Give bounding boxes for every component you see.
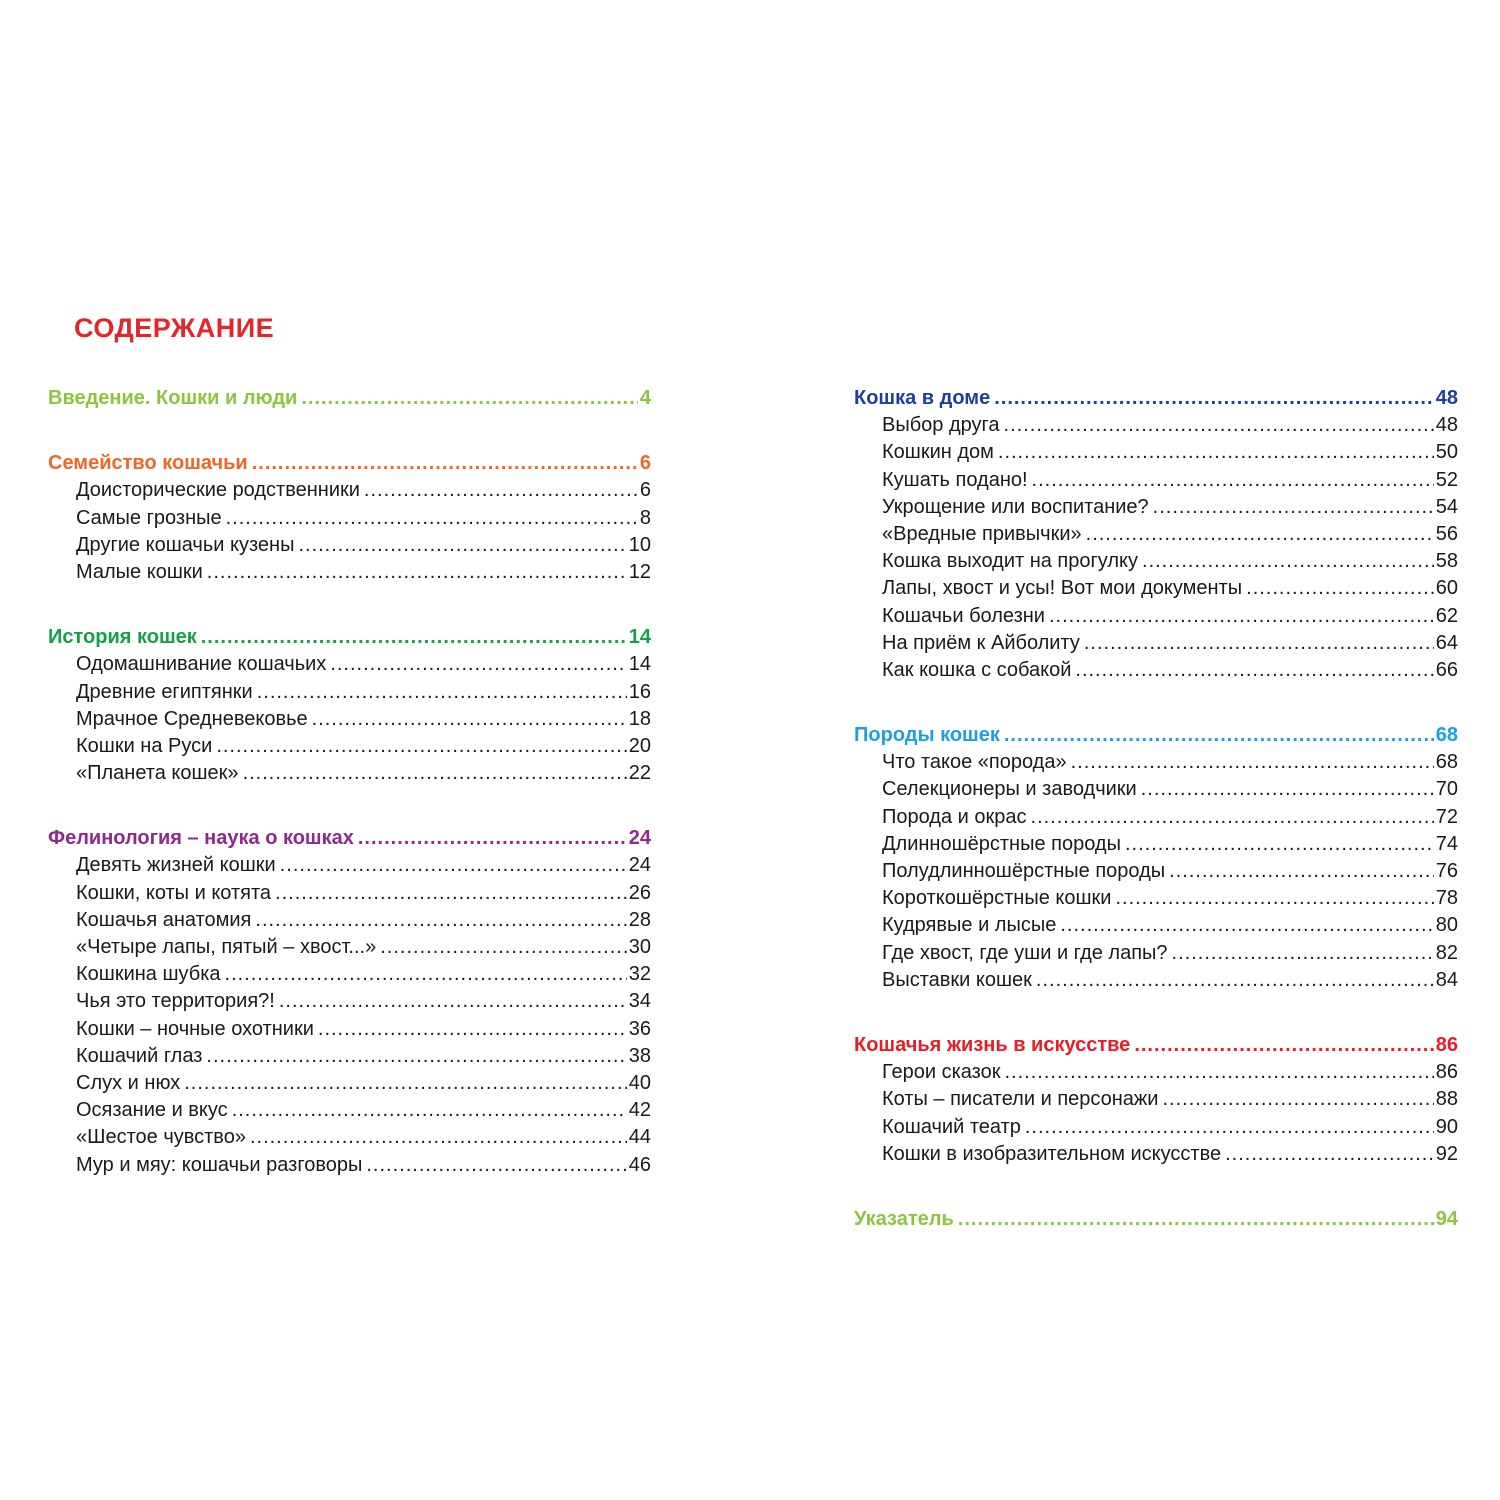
- page-number: 52: [1435, 468, 1458, 491]
- page-number: 6: [639, 452, 651, 475]
- page-number: 90: [1435, 1115, 1458, 1138]
- page-number: 70: [1435, 778, 1458, 801]
- dot-leader: [1031, 804, 1434, 831]
- toc-section: [854, 1032, 1458, 1168]
- page-number: 42: [628, 1099, 651, 1122]
- entry-title: Древние египтянки: [76, 680, 253, 703]
- dot-leader: [1115, 885, 1433, 912]
- dot-leader: [255, 907, 626, 934]
- section-title: Введение. Кошки и люди: [48, 387, 298, 409]
- entry-title: Доисторические родственники: [76, 479, 360, 502]
- page-number: 12: [628, 560, 651, 583]
- toc-entry: [854, 1114, 1458, 1141]
- page-number: 72: [1435, 805, 1458, 828]
- toc-section: [48, 624, 651, 787]
- entry-title: Кушать подано!: [882, 468, 1028, 491]
- dot-leader: [1075, 657, 1433, 684]
- entry-title: «Вредные привычки»: [882, 522, 1082, 545]
- dot-leader: [1005, 1059, 1434, 1086]
- toc-section: [48, 385, 651, 412]
- toc-entry: [854, 776, 1458, 803]
- page-number: 48: [1435, 387, 1458, 409]
- toc-entry: [854, 804, 1458, 831]
- toc-entry: [854, 630, 1458, 657]
- toc-entry: [48, 1016, 651, 1043]
- entry-title: Кошки в изобразительном искусстве: [882, 1142, 1222, 1165]
- page-number: 40: [628, 1071, 651, 1094]
- page-number: 24: [628, 827, 651, 850]
- entry-title: На приём к Айболиту: [882, 631, 1080, 654]
- toc-section-heading: [48, 450, 651, 477]
- page-number: 68: [1435, 751, 1458, 774]
- entry-title: Кошачий театр: [882, 1115, 1021, 1138]
- entry-title: Полудлинношёрстные породы: [882, 860, 1166, 882]
- page-number: 64: [1435, 631, 1458, 654]
- toc-entry: [854, 749, 1458, 776]
- section-title: История кошек: [48, 626, 197, 649]
- toc-entry: [48, 934, 651, 961]
- page-number: 60: [1435, 577, 1458, 600]
- page-number: 92: [1435, 1142, 1458, 1165]
- section-title: Кошачья жизнь в искусстве: [854, 1033, 1131, 1056]
- dot-leader: [232, 1097, 627, 1124]
- toc-entry: [854, 967, 1458, 994]
- entry-title: Лапы, хвост и усы! Вот мои документы: [882, 577, 1243, 600]
- toc-entry: [854, 1086, 1458, 1113]
- dot-leader: [280, 852, 627, 879]
- toc-section: [854, 722, 1458, 994]
- page-number: 24: [628, 854, 651, 877]
- page-number: 86: [1435, 1061, 1458, 1084]
- entry-title: Коты – писатели и персонажи: [882, 1088, 1159, 1111]
- section-title: Породы кошек: [854, 724, 1000, 747]
- dot-leader: [206, 1043, 626, 1070]
- toc-entry: [48, 988, 651, 1015]
- dot-leader: [1004, 412, 1434, 439]
- dot-leader: [312, 706, 627, 733]
- entry-title: «Шестое чувство»: [76, 1126, 246, 1149]
- page-number: 82: [1435, 941, 1458, 964]
- dot-leader: [1246, 575, 1434, 602]
- page-number: 8: [639, 506, 651, 529]
- page-number: 86: [1435, 1033, 1458, 1056]
- entry-title: Кошки, коты и котята: [76, 881, 272, 904]
- entry-title: Кошкина шубка: [76, 963, 221, 986]
- entry-title: Что такое «порода»: [882, 751, 1067, 774]
- toc-section: [48, 825, 651, 1178]
- dot-leader: [279, 988, 627, 1015]
- page-number: 16: [628, 680, 651, 703]
- dot-leader: [1036, 967, 1434, 994]
- toc-entry: [854, 912, 1458, 939]
- dot-leader: [201, 624, 627, 651]
- dot-leader: [275, 880, 627, 907]
- dot-leader: [1086, 521, 1434, 548]
- toc-entry: [854, 1059, 1458, 1086]
- page-number: 46: [628, 1153, 651, 1176]
- entry-title: Кошачий глаз: [76, 1044, 203, 1067]
- toc-entry: [854, 494, 1458, 521]
- page-number: 22: [628, 762, 651, 785]
- dot-leader: [216, 733, 626, 760]
- toc-entry: [48, 907, 651, 934]
- section-title: Фелинология – наука о кошках: [48, 827, 354, 850]
- dot-leader: [257, 679, 627, 706]
- dot-leader: [1025, 1114, 1434, 1141]
- toc-entry: [48, 532, 651, 559]
- dot-leader: [252, 450, 638, 477]
- page-number: 32: [628, 963, 651, 986]
- dot-leader: [1049, 603, 1434, 630]
- entry-title: Длинношёрстные породы: [882, 832, 1121, 855]
- entry-title: Выбор друга: [882, 414, 1000, 437]
- dot-leader: [1142, 548, 1434, 575]
- toc-entry: [48, 852, 651, 879]
- page-number: 76: [1435, 860, 1458, 882]
- dot-leader: [364, 477, 638, 504]
- entry-title: Кошачья анатомия: [76, 908, 252, 931]
- toc-section-heading: [48, 825, 651, 852]
- toc-entry: [48, 1070, 651, 1097]
- entry-title: Самые грозные: [76, 506, 222, 529]
- section-title: Указатель: [854, 1207, 954, 1230]
- page-number: 50: [1435, 441, 1458, 464]
- toc-entry: [48, 505, 651, 532]
- section-title: Кошка в доме: [854, 387, 991, 409]
- page-number: 34: [628, 990, 651, 1013]
- page-number: 44: [628, 1126, 651, 1149]
- entry-title: Осязание и вкус: [76, 1099, 228, 1122]
- toc-entry: [854, 831, 1458, 858]
- toc-entry: [854, 885, 1458, 912]
- page-title: СОДЕРЖАНИЕ: [74, 313, 275, 343]
- toc-entry: [48, 880, 651, 907]
- toc-entry: [48, 1124, 651, 1151]
- toc-section-heading: [854, 1206, 1458, 1233]
- dot-leader: [998, 439, 1434, 466]
- toc-entry: [854, 1141, 1458, 1168]
- toc-entry: [854, 940, 1458, 967]
- page-number: 36: [628, 1017, 651, 1040]
- toc-entry: [48, 679, 651, 706]
- entry-title: Выставки кошек: [882, 968, 1032, 991]
- page-number: 18: [628, 707, 651, 730]
- toc-entry: [48, 961, 651, 988]
- entry-title: Мур и мяу: кошачьи разговоры: [76, 1153, 363, 1176]
- toc-section: [48, 450, 651, 586]
- toc-section: [854, 1206, 1458, 1233]
- page-number: 20: [628, 734, 651, 757]
- dot-leader: [207, 559, 627, 586]
- page-number: 14: [628, 653, 651, 676]
- dot-leader: [1004, 722, 1434, 749]
- entry-title: Кошачьи болезни: [882, 604, 1045, 627]
- dot-leader: [366, 1152, 626, 1179]
- dot-leader: [1134, 1032, 1433, 1059]
- entry-title: Девять жизней кошки: [76, 854, 276, 877]
- section-title: Семейство кошачьи: [48, 452, 248, 475]
- dot-leader: [318, 1016, 627, 1043]
- page-number: 88: [1435, 1088, 1458, 1111]
- page-number: 28: [628, 908, 651, 931]
- page-number: 80: [1435, 914, 1458, 937]
- toc-entry: [854, 521, 1458, 548]
- dot-leader: [1169, 858, 1434, 885]
- dot-leader: [298, 532, 626, 559]
- toc-entry: [854, 467, 1458, 494]
- entry-title: Одомашнивание кошачьих: [76, 653, 327, 676]
- toc-entry: [854, 657, 1458, 684]
- toc-entry: [48, 1097, 651, 1124]
- toc-right-column: [854, 385, 1458, 1233]
- page-number: 48: [1435, 414, 1458, 437]
- dot-leader: [358, 825, 627, 852]
- toc-entry: [854, 439, 1458, 466]
- page-number: 84: [1435, 968, 1458, 991]
- page-number: 78: [1435, 887, 1458, 910]
- dot-leader: [301, 385, 638, 412]
- dot-leader: [1141, 776, 1434, 803]
- toc-entry: [48, 477, 651, 504]
- entry-title: Кошка выходит на прогулку: [882, 550, 1139, 573]
- entry-title: Малые кошки: [76, 560, 203, 583]
- entry-title: Где хвост, где уши и где лапы?: [882, 941, 1168, 964]
- toc-entry: [48, 1152, 651, 1179]
- dot-leader: [243, 760, 627, 787]
- dot-leader: [184, 1070, 627, 1097]
- entry-title: «Планета кошек»: [76, 762, 239, 785]
- entry-title: Кошки на Руси: [76, 734, 213, 757]
- dot-leader: [1060, 912, 1433, 939]
- entry-title: Слух и нюх: [76, 1071, 181, 1094]
- page-number: 58: [1435, 550, 1458, 573]
- entry-title: Мрачное Средневековье: [76, 707, 308, 730]
- dot-leader: [1071, 749, 1434, 776]
- toc-entry: [48, 760, 651, 787]
- toc-entry: [48, 706, 651, 733]
- toc-section-heading: [854, 385, 1458, 412]
- entry-title: Кошки – ночные охотники: [76, 1017, 314, 1040]
- entry-title: «Четыре лапы, пятый – хвост...»: [76, 936, 377, 958]
- dot-leader: [1225, 1141, 1434, 1168]
- page-number: 14: [628, 626, 651, 649]
- entry-title: Чья это территория?!: [76, 990, 275, 1013]
- toc-section-heading: [48, 624, 651, 651]
- entry-title: Герои сказок: [882, 1061, 1001, 1084]
- page-number: 66: [1435, 658, 1458, 681]
- page-number: 74: [1435, 832, 1458, 855]
- dot-leader: [1162, 1086, 1433, 1113]
- toc-entry: [854, 412, 1458, 439]
- dot-leader: [958, 1206, 1434, 1233]
- dot-leader: [1084, 630, 1434, 657]
- toc-left-column: [48, 385, 651, 1179]
- page-number: 94: [1435, 1207, 1458, 1230]
- dot-leader: [250, 1124, 627, 1151]
- page-number: 56: [1435, 522, 1458, 545]
- entry-title: Селекционеры и заводчики: [882, 778, 1137, 801]
- entry-title: Порода и окрас: [882, 805, 1027, 828]
- page-number: 54: [1435, 495, 1458, 518]
- toc-entry: [854, 603, 1458, 630]
- toc-entry: [48, 733, 651, 760]
- page-number: 68: [1435, 724, 1458, 747]
- dot-leader: [994, 385, 1434, 412]
- dot-leader: [1125, 831, 1434, 858]
- page-number: 26: [628, 881, 651, 904]
- page-number: 4: [639, 387, 651, 409]
- page-number: 30: [628, 936, 651, 958]
- toc-entry: [48, 559, 651, 586]
- dot-leader: [1172, 940, 1434, 967]
- toc-section: [854, 385, 1458, 684]
- toc-entry: [854, 575, 1458, 602]
- dot-leader: [226, 505, 638, 532]
- dot-leader: [1153, 494, 1434, 521]
- dot-leader: [1032, 467, 1434, 494]
- dot-leader: [380, 934, 627, 961]
- entry-title: Укрощение или воспитание?: [882, 495, 1149, 518]
- entry-title: Другие кошачьи кузены: [76, 533, 295, 556]
- entry-title: Как кошка с собакой: [882, 658, 1072, 681]
- toc-section-heading: [854, 722, 1458, 749]
- toc-entry: [48, 651, 651, 678]
- entry-title: Кошкин дом: [882, 441, 994, 464]
- toc-section-heading: [854, 1032, 1458, 1059]
- entry-title: Кудрявые и лысые: [882, 914, 1057, 937]
- page-number: 38: [628, 1044, 651, 1067]
- dot-leader: [225, 961, 627, 988]
- page-number: 62: [1435, 604, 1458, 627]
- toc-entry: [48, 1043, 651, 1070]
- entry-title: Короткошёрстные кошки: [882, 887, 1112, 910]
- toc-entry: [854, 858, 1458, 885]
- dot-leader: [330, 651, 626, 678]
- toc-section-heading: [48, 385, 651, 412]
- page-number: 10: [628, 533, 651, 556]
- page-number: 6: [639, 479, 651, 502]
- toc-entry: [854, 548, 1458, 575]
